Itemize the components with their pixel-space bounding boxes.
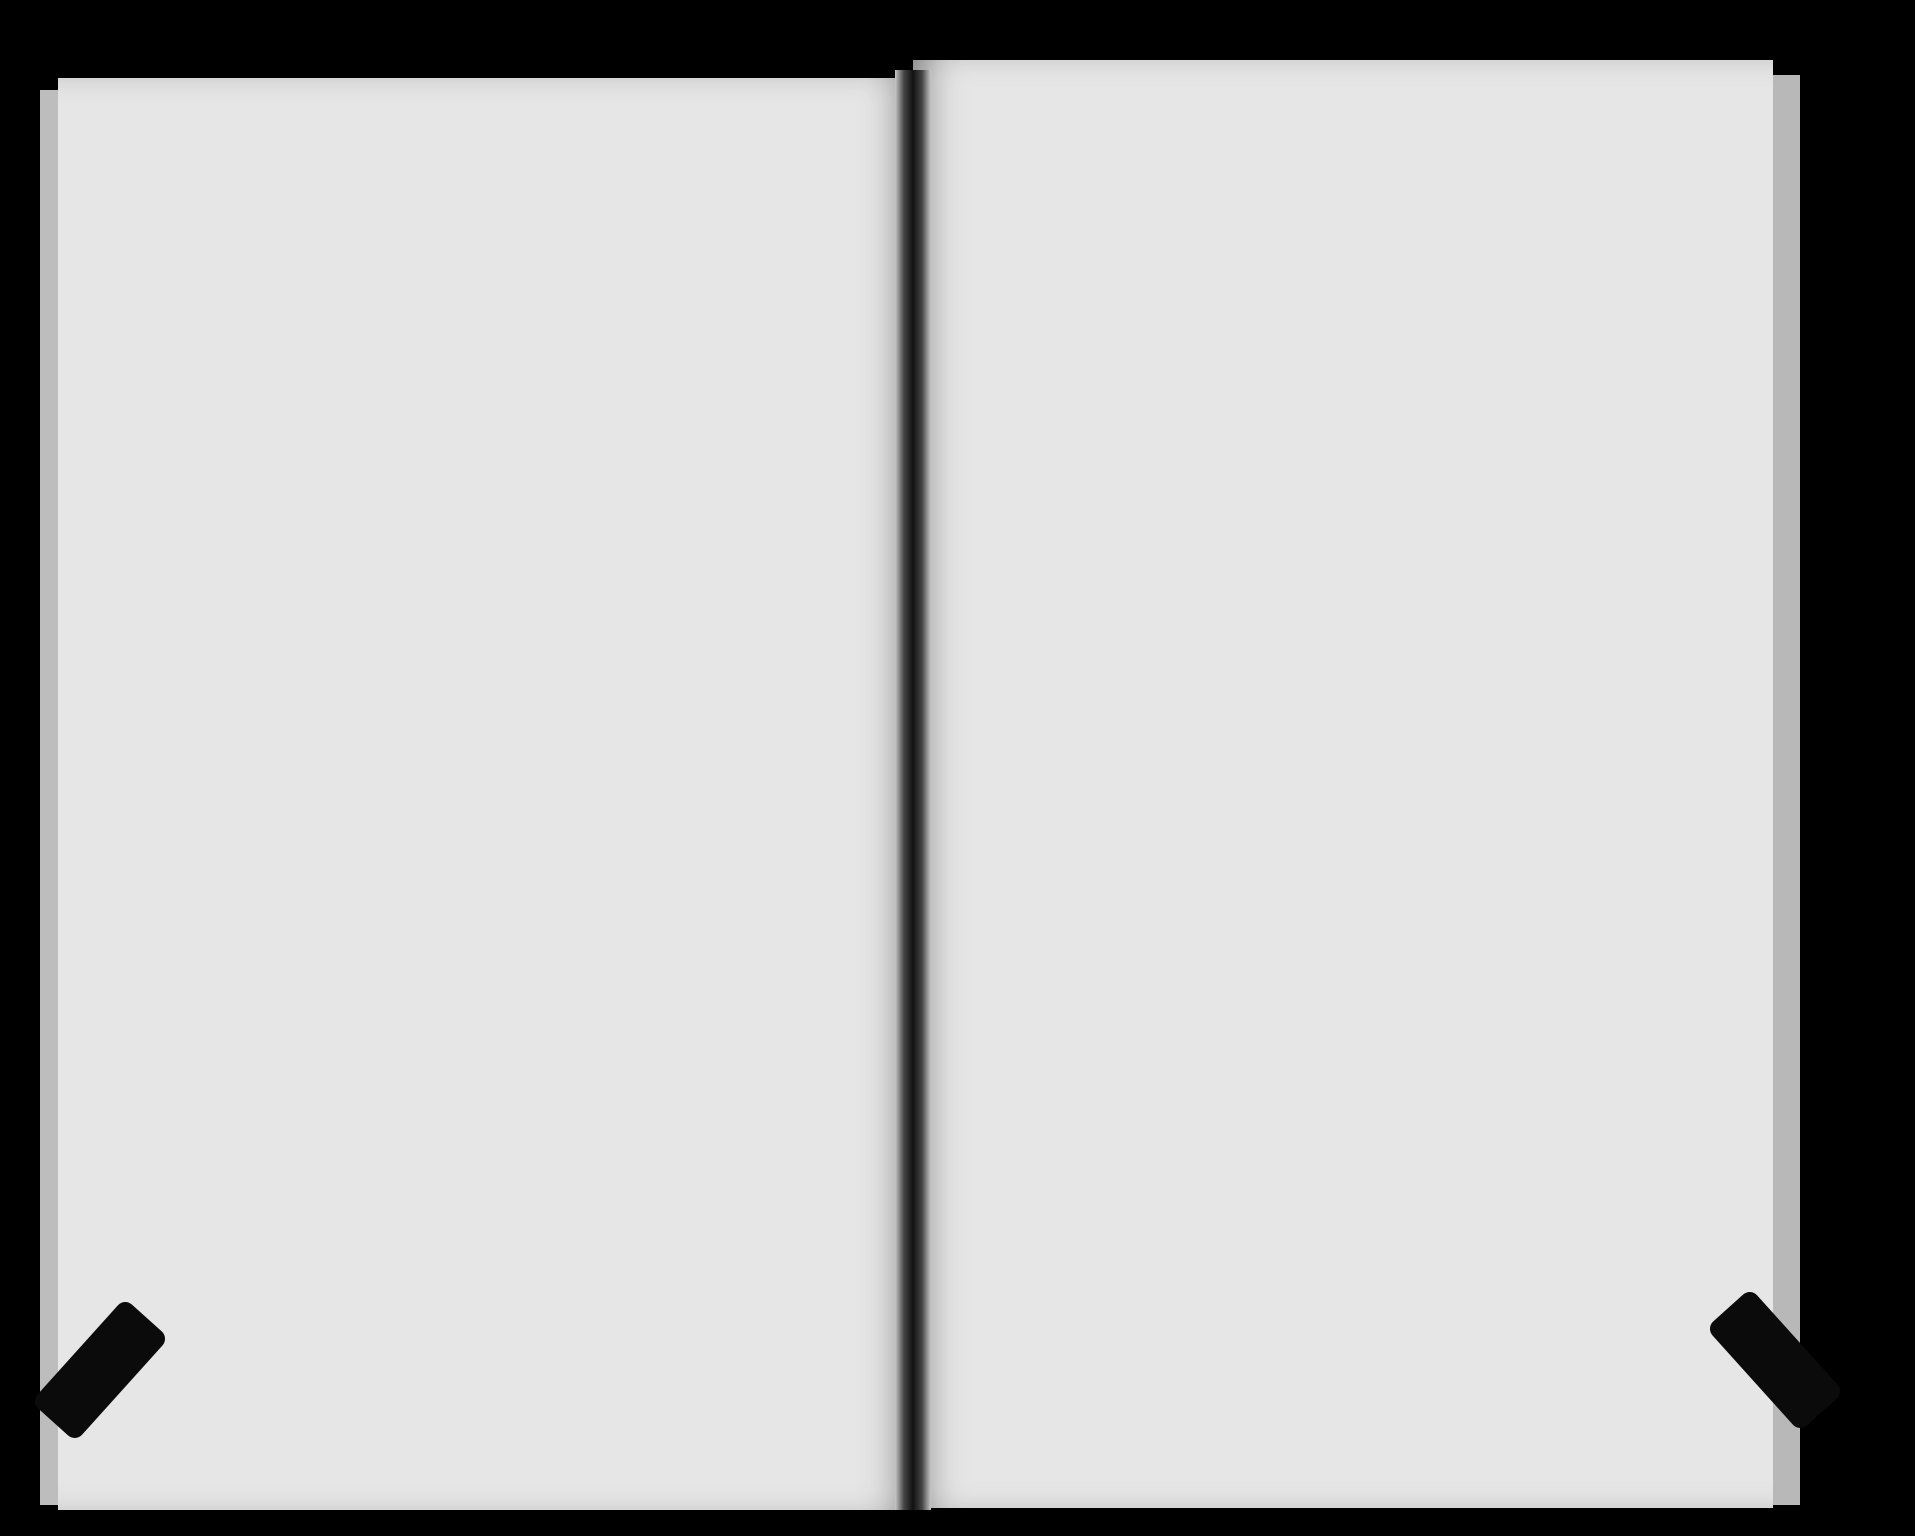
book-gutter — [895, 70, 931, 1510]
left-page — [58, 78, 913, 1510]
right-page — [913, 60, 1773, 1508]
page-edge-right — [1770, 75, 1800, 1505]
